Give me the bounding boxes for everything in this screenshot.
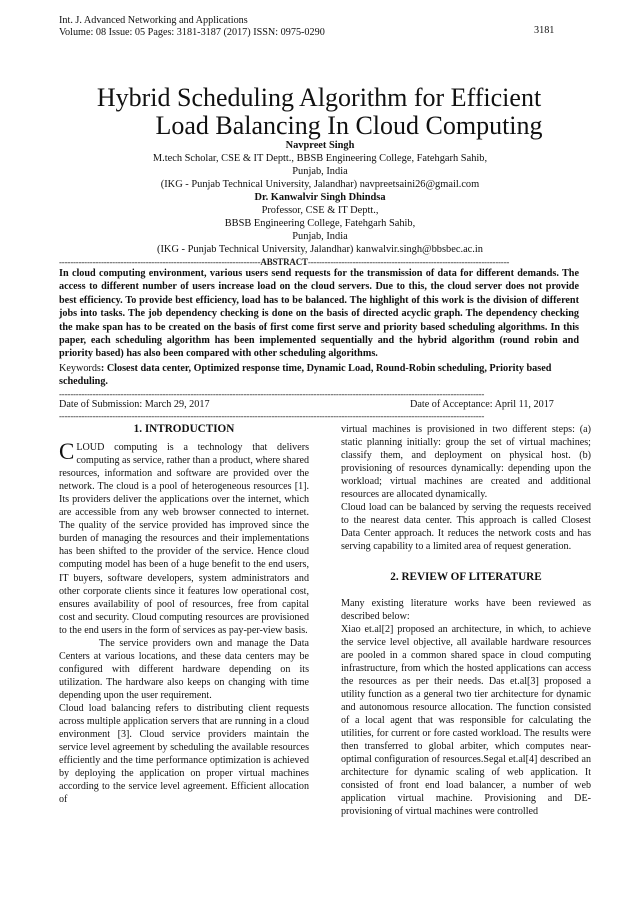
keywords-label: Keywords: [59, 363, 101, 374]
journal-name: Int. J. Advanced Networking and Applications: [59, 15, 248, 26]
intro-right-para2: Cloud load can be balanced by serving the requests received to the nearest data center. This approach is called Closest Data Center approach. It reduces the network costs and has serving capability to a limited area of request generation.: [341, 502, 591, 553]
author2-affiliation-1: Professor, CSE & IT Deptt.,: [261, 205, 379, 216]
author2-name: Dr. Kanwalvir Singh Dhindsa: [254, 192, 386, 203]
abstract-label: ABSTRACT: [260, 257, 308, 267]
section1-heading: 1. INTRODUCTION: [133, 423, 235, 435]
right-column: [341, 423, 591, 818]
intro-para3: Cloud load balancing refers to distributing client requests across multiple application servers that are running in a cloud environment [3]. Cloud service providers maintain the service level agreement by scheduling the available resources efficiently and the time performance optimization is achieved by deploying the application on proper virtual machines according to the service level agreement. Efficient allocation of: [59, 702, 309, 806]
abstract-text: In cloud computing environment, various users send requests for the transmission of data for different demands. The access to different number of users increase load on the cloud servers. Due to this, the cloud server does not provide best efficiency. To provide best efficiency, load has to be balanced. The highlight of this work is the division of different jobs into tasks. The job dependency checking is done on the basis of directed acyclic graph. The dependency checking the make span has to be created on the basis of first come first serve and priority based scheduling algorithms. In this paper, each scheduling algorithm has been implemented sequentially and the hybrid algorithm (round robin and priority based) has also been compared with other scheduling algorithms.: [59, 268, 579, 360]
journal-volume-line: Volume: 08 Issue: 05 Pages: 3181-3187 (2017) ISSN: 0975-0290: [59, 27, 325, 38]
author1-affiliation-1: M.tech Scholar, CSE & IT Deptt., BBSB Engineering College, Fatehgarh Sahib,: [152, 153, 488, 164]
intro-para2: The service providers own and manage the Data Centers at various locations, and these data centers may be configured with different hardware depending on its utilization. The hardware also keeps on changing with time depending upon the user requirement.: [59, 637, 309, 701]
review-para1: Many existing literature works have been reviewed as described below:: [341, 597, 591, 622]
author1-affiliation-2: Punjab, India: [292, 166, 348, 177]
acceptance-date: Date of Acceptance: April 11, 2017: [410, 399, 554, 410]
left-column: [59, 423, 309, 806]
keywords: [59, 362, 579, 388]
dropcap: C: [59, 439, 75, 465]
intro-right-para1: virtual machines is provisioned in two different steps: (a) static planning initially: group the set of virtual machines; classify them, and deployment on physical host. (b) provisioning of resources dynamically: depending upon the workload; virtual machines are created and additional resources are allocated dynamically.: [341, 424, 591, 501]
page-number: 3181: [534, 25, 555, 36]
author1-affiliation-3: (IKG - Punjab Technical University, Jalandhar) navpreetsaini26@gmail.com: [160, 179, 480, 190]
abstract-divider: ------------------------------------------------------------------------ABSTRACT------------------------------------------------------------------------: [59, 257, 510, 267]
intro-first-word: LOUD: [76, 442, 105, 454]
section2-heading: 2. REVIEW OF LITERATURE: [390, 571, 542, 584]
review-para2: Xiao et.al[2] proposed an architecture, in which, to achieve the service level objective, all available hardware resources are pooled in a common shared space in cloud computing infrastructure, from which the hosted applications can access the resources as per their needs. Das et.al[3] proposed a utility function as a general two tier architecture for dynamic and autonomous resource allocation. The function consisted of a local agent that was responsible for calculating the utilities, for current or fore casted workload. The results were then transferred to global arbiter, which computes near-optimal configuration of resources.Segal et.al[4] described an architecture for dynamic scaling of web application. It consisted of front end load balancer, a number of web application virtual machine. Provisioning and DE-provisioning of virtual machines were controlled: [341, 623, 591, 818]
intro-para1: computing is a technology that delivers computing as service, rather than a product, where shared resources, information and software are provided over the network. The cloud is a pool of heterogeneous resources [1]. Its providers deliver the applications over the internet, which are accessible from any web browser connected to internet. The quality of the service provided has improved since the burden of managing the resources and their implementations has been shifted to the provider of the service. Hence cloud computing model has been of a huge benefit to the end users, IT buyers, software developers, system administrators and other corporate clients since it features low operational cost, ensures availability of pool of resources, free from capital cost and security. Cloud computing resources are provisioned to the end users in the form of services as pay-per-view basis.: [59, 442, 309, 636]
keywords-text: : Closest data center, Optimized response time, Dynamic Load, Round-Robin scheduling, Priority based scheduling.: [59, 363, 552, 388]
author2-affiliation-4: (IKG - Punjab Technical University, Jalandhar) kanwalvir.singh@bbsbec.ac.in: [157, 244, 483, 255]
divider: --------------------------------------------------------------------------------------------------------------------------------------------------------: [59, 411, 485, 421]
submission-date: Date of Submission: March 29, 2017: [59, 399, 210, 410]
author2-affiliation-2: BBSB Engineering College, Fatehgarh Sahib,: [224, 218, 416, 229]
author1-name: Navpreet Singh: [285, 140, 355, 151]
paper-title-line1: Hybrid Scheduling Algorithm for Efficient: [96, 83, 542, 112]
author2-affiliation-3: Punjab, India: [292, 231, 348, 242]
divider: --------------------------------------------------------------------------------------------------------------------------------------------------------: [59, 389, 485, 399]
paper-title-line2: Load Balancing In Cloud Computing: [155, 111, 543, 140]
